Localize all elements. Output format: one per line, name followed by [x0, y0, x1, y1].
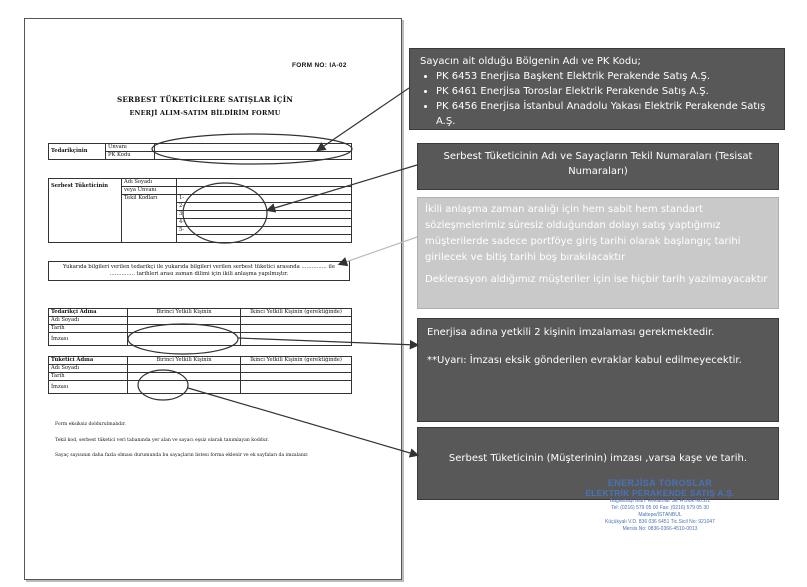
sign-row-label: Adı Soyadı: [49, 317, 128, 325]
arrow-region: [318, 88, 409, 150]
stamp-line: ELEKTRİK PERAKENDE SATIŞ A.Ş.: [585, 488, 735, 498]
consumer-row-label: Adı Soyadı: [122, 179, 177, 187]
supplier-row-label: PK Kodu: [106, 152, 155, 160]
form-title: SERBEST TÜKETİCİLERE SATIŞLAR İÇİN: [116, 95, 294, 104]
signature-warning-text: **Uyarı: İmzası eksik gönderilen evraklar kabul edilmeyecektir.: [427, 355, 742, 366]
consumer-signature-callout: Serbest Tüketicinin (Müşterinin) imzası ,varsa kaşe ve tarih.: [417, 427, 779, 500]
arrow-signature: [238, 338, 417, 345]
stamp-line: Tel: (0216) 579 05 00 Fax: (0216) 579 05 30: [611, 505, 709, 511]
code-cell[interactable]: 1-: [177, 195, 352, 203]
code-cell[interactable]: 3-: [177, 211, 352, 219]
region-pk-item: • PK 6461 Enerjisa Toroslar Elektrik Perakende Satış A.Ş.: [436, 84, 774, 99]
first-signer-header: Birinci Yetkili Kişinin: [128, 357, 241, 365]
region-pk-item: • PK 6453 Enerjisa Başkent Elektrik Perakende Satış A.Ş.: [436, 69, 774, 84]
code-cell[interactable]: 4-: [177, 219, 352, 227]
footer-line: Tekil kod, serbest tüketici veri tabanında yer alan ve sayacı eşsiz olarak tanımlayan koddur.: [55, 438, 269, 443]
code-cell[interactable]: 2-: [177, 203, 352, 211]
ellipse-codes: [183, 183, 267, 243]
signature-requirement-text: Enerjisa adına yetkili 2 kişinin imzalaması gerekmektedir.: [427, 327, 715, 338]
region-pk-heading: Sayacın ait olduğu Bölgenin Adı ve PK Kodu;: [420, 56, 641, 67]
first-signer-header: Birinci Yetkili Kişinin: [128, 309, 241, 317]
arrow-consumer-signature: [188, 388, 417, 455]
stamp-line: Küçükyalı V.D. 836 036 6451 Tic.Sicil No: 921047: [605, 519, 715, 525]
agreement-date-text: İkili anlaşma zaman aralığı için hem sabit hem standart sözleşmelerimiz süresiz olduğundan dolayı satış yaptığımız müşterilerde sadece portföye giriş tarihi olarak başlangıç tarihi girilecek ve bitiş tarihi boş bırakılacaktır: [425, 204, 741, 263]
stamp-line: Maltepe/İSTANBUL: [638, 512, 682, 518]
consumer-name-callout: Serbest Tüketicinin Adı ve Sayaçların Tekil Numaraları (Tesisat Numaraları): [417, 143, 779, 190]
supplier-sign-label: Tedarikçi Adına: [49, 309, 128, 317]
sign-row-label: İmzası: [49, 381, 128, 394]
arrow-consumer: [268, 165, 417, 210]
sign-row-label: Tarih: [49, 373, 128, 381]
stamp-line: Bağlarbaşı Mah. Reklamlar Sk. A Blok No:2/1: [609, 498, 711, 504]
ellipse-supplier-signature: [128, 324, 238, 354]
ellipse-consumer-signature: [138, 370, 188, 400]
code-cell[interactable]: 5-: [177, 227, 352, 235]
supplier-label: Tedarikçinin: [49, 144, 106, 160]
region-pk-item: • PK 6456 Enerjisa İstanbul Anadolu Yakası Elektrik Perakende Satış A.Ş.: [436, 99, 774, 129]
sign-row-label: İmzası: [49, 333, 128, 346]
consumer-label: Serbest Tüketicinin: [49, 179, 122, 243]
footer-line: Form eksiksiz doldurulmalıdır.: [55, 422, 126, 427]
supplier-row-label: Unvanı: [106, 144, 155, 152]
second-signer-header: İkinci Yetkili Kişinin (gerektiğinde): [241, 309, 352, 317]
consumer-sign-label: Tüketici Adına: [49, 357, 128, 365]
declaration-text: Deklerasyon aldığımız müşteriler için ise hiçbir tarih yazılmayacaktır: [425, 274, 768, 285]
second-signer-header: İkinci Yetkili Kişinin (gerektiğinde): [241, 357, 352, 365]
stamp-line: Mersis No: 0836-0366-4510-0013: [622, 526, 698, 532]
sign-row-label: Adı Soyadı: [49, 365, 128, 373]
form-subtitle: ENERJİ ALIM-SATIM BİLDİRİM FORMU: [129, 109, 281, 117]
arrow-dates: [340, 237, 417, 264]
agreement-note: Yukarıda bilgileri verilen tedarikçi ile yukarıda bilgileri verilen serbest tüketici arasında ............... ile ............... tarihleri arası zaman dilimi için ikili anlaşma yapılmıştır.: [48, 261, 350, 281]
stamp-line: ENERJİSA TOROSLAR: [607, 478, 713, 488]
consumer-row-label: veya Unvanı: [122, 187, 177, 195]
ellipse-supplier: [152, 134, 352, 164]
sign-row-label: Tarih: [49, 325, 128, 333]
consumer-row-label: Tekil Kodları: [122, 195, 177, 243]
form-number: FORM NO: IA-02: [292, 62, 347, 69]
footer-line: Sayaç sayısının daha fazla olması durumunda bu sayaçların listesi forma eklenir ve ek sayfaları da imzalanır.: [55, 453, 309, 458]
